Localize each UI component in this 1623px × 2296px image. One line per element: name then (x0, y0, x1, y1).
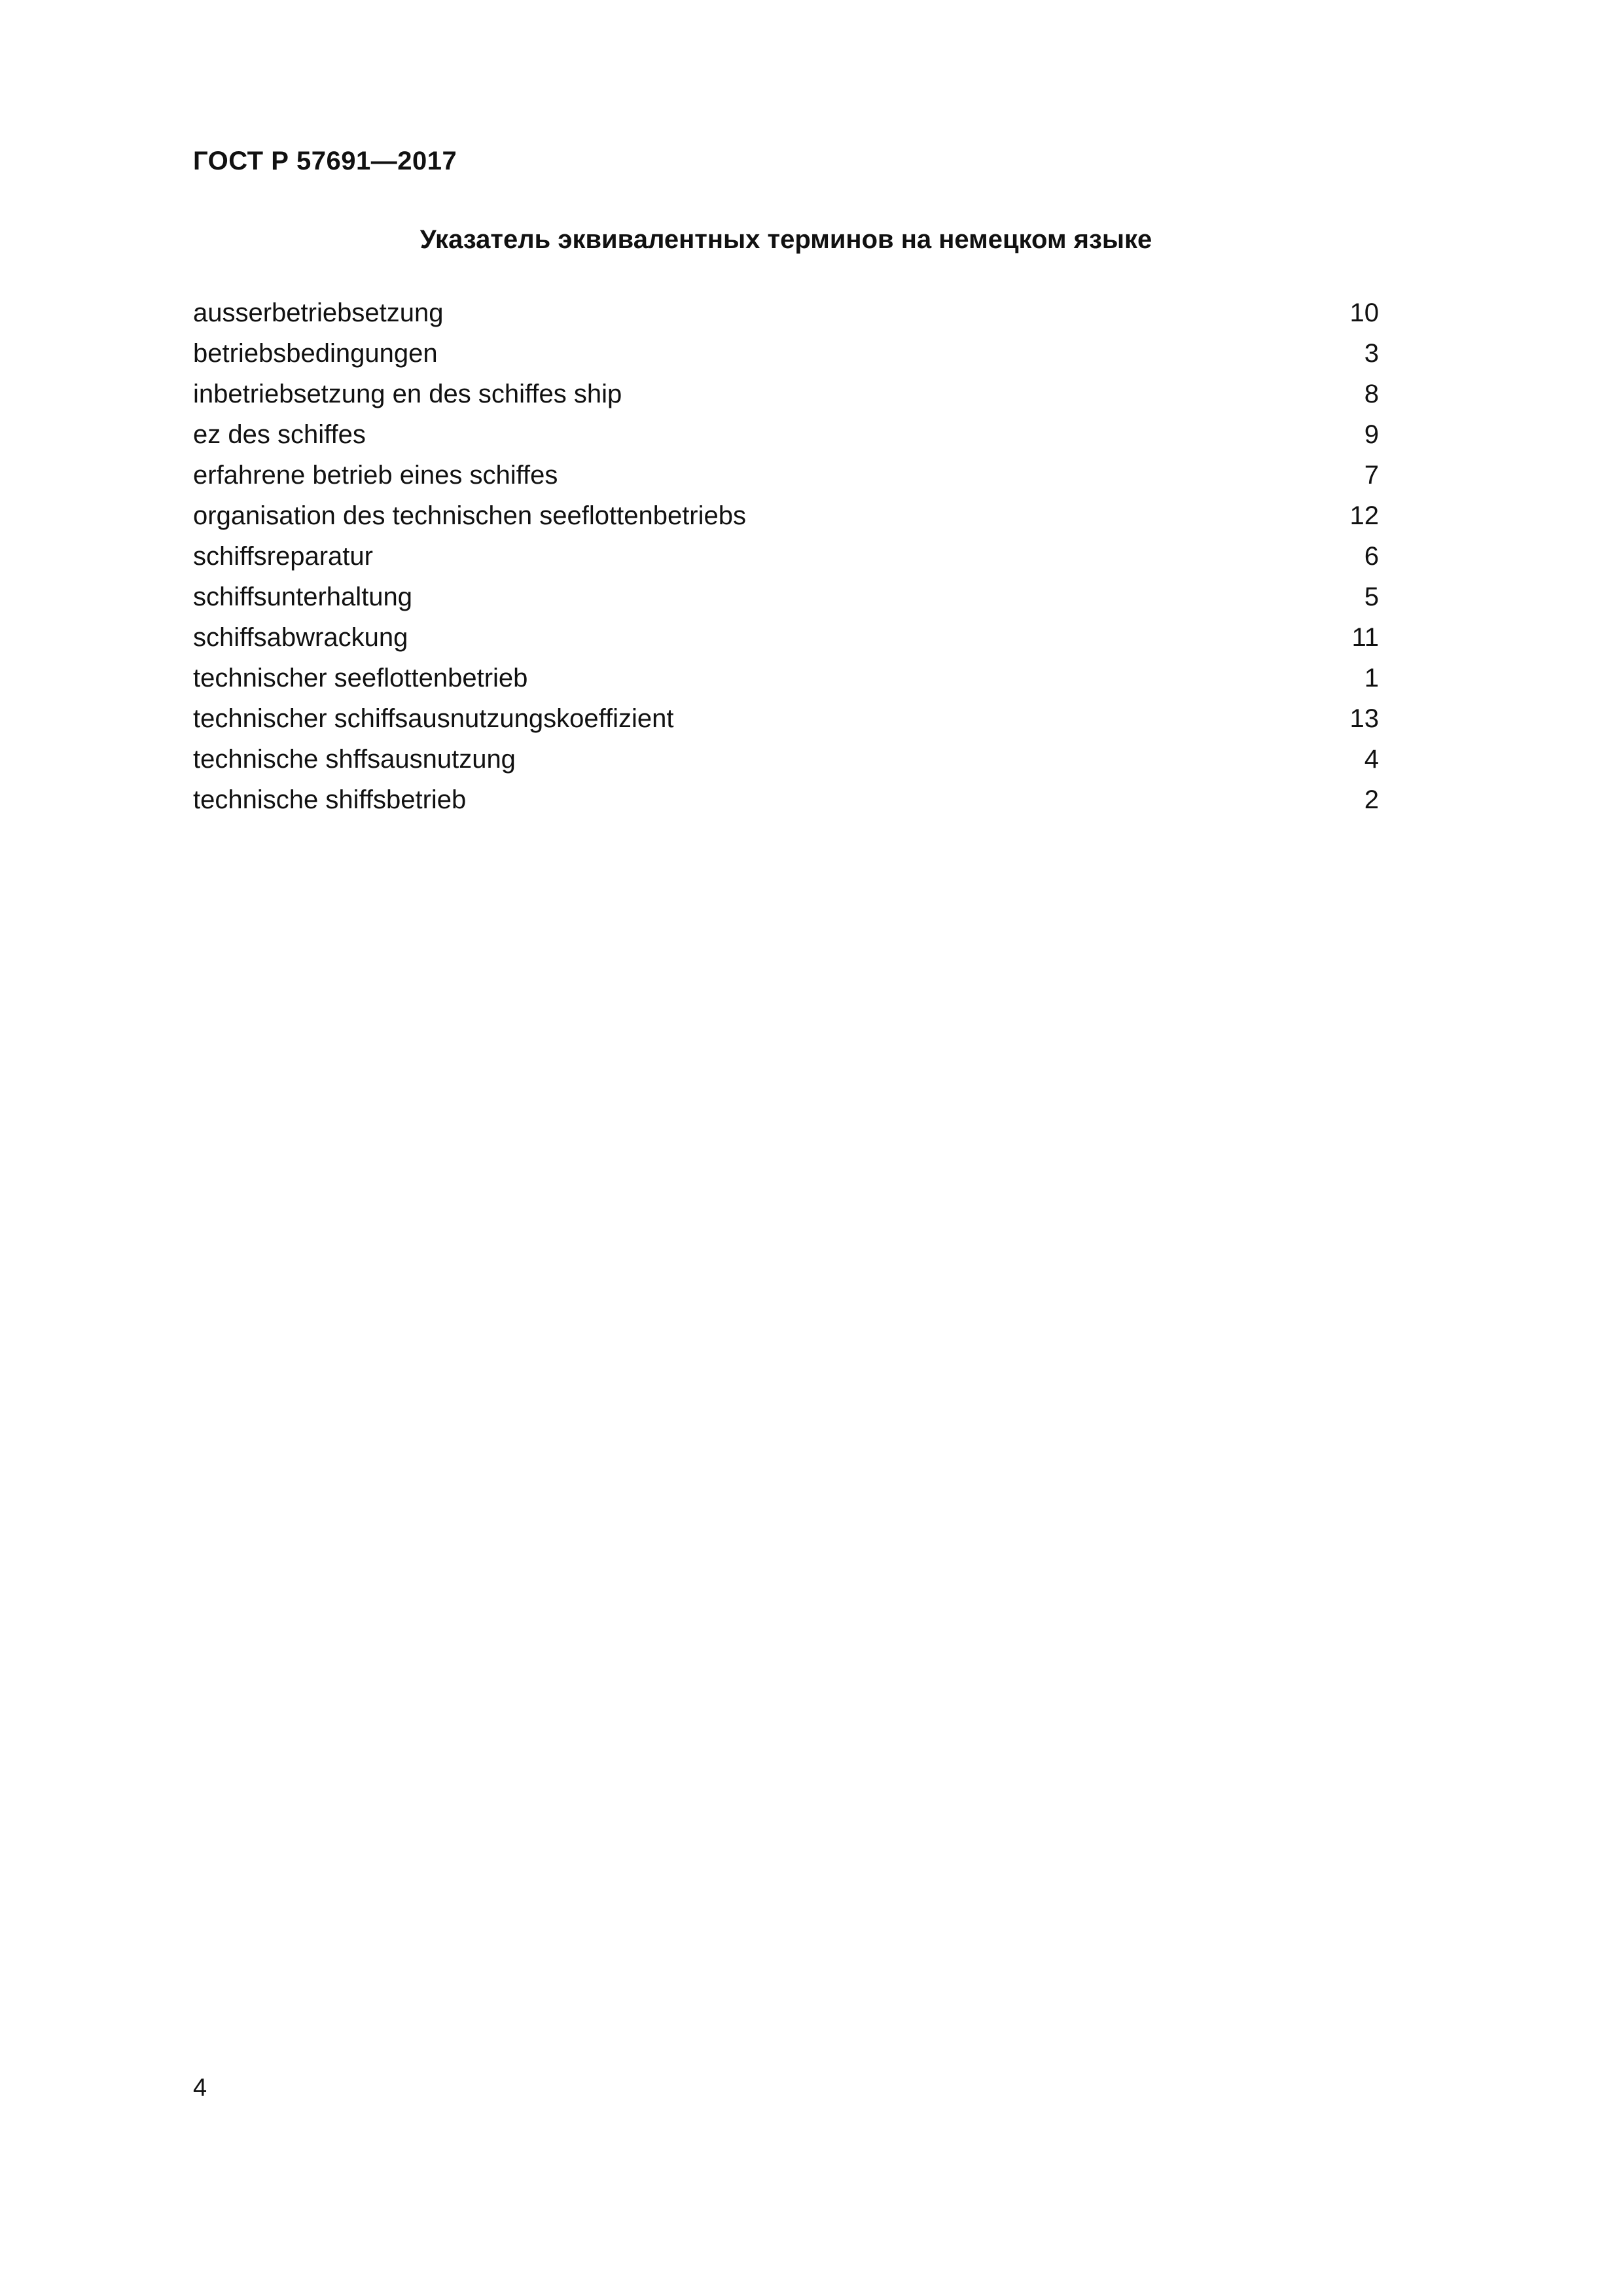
term-number: 1 (1364, 664, 1379, 692)
term-number: 10 (1349, 298, 1379, 327)
term-number: 13 (1349, 704, 1379, 733)
term-row (193, 541, 1379, 581)
term-row (193, 297, 1379, 338)
term-text: erfahrene betrieb eines schiffes (193, 461, 558, 490)
term-number: 6 (1364, 542, 1379, 571)
term-row (193, 459, 1379, 500)
term-text: schiffsabwrackung (193, 623, 408, 652)
term-number: 7 (1364, 461, 1379, 490)
term-number: 11 (1351, 623, 1379, 652)
term-row (193, 744, 1379, 784)
term-text: technische shffsausnutzung (193, 745, 516, 774)
term-row (193, 662, 1379, 703)
term-text: betriebsbedingungen (193, 339, 438, 368)
term-number: 8 (1364, 380, 1379, 408)
term-row (193, 703, 1379, 744)
term-text: technischer schiffsausnutzungskoeffizient (193, 704, 674, 733)
term-row (193, 378, 1379, 419)
page-number: 4 (193, 2074, 207, 2102)
term-number: 3 (1364, 339, 1379, 368)
term-text: schiffsunterhaltung (193, 583, 413, 611)
term-row (193, 500, 1379, 541)
term-row (193, 419, 1379, 459)
term-text: ez des schiffes (193, 420, 366, 449)
term-row (193, 622, 1379, 662)
term-row (193, 338, 1379, 378)
index-title: Указатель эквивалентных терминов на немецком языке (419, 225, 1152, 254)
term-row (193, 581, 1379, 622)
term-text: technischer seeflottenbetrieb (193, 664, 528, 692)
document-code: ГОСТ Р 57691—2017 (193, 147, 457, 175)
term-text: technische shiffsbetrieb (193, 785, 467, 814)
term-text: inbetriebsetzung en des schiffes ship (193, 380, 622, 408)
term-number: 4 (1364, 745, 1379, 774)
term-number: 2 (1364, 785, 1379, 814)
term-number: 9 (1364, 420, 1379, 449)
term-text: ausserbetriebsetzung (193, 298, 444, 327)
term-text: schiffsreparatur (193, 542, 373, 571)
term-index-list (193, 297, 1379, 825)
term-number: 12 (1349, 501, 1379, 530)
term-text: organisation des technischen seeflottenbetriebs (193, 501, 746, 530)
term-row (193, 784, 1379, 825)
term-number: 5 (1364, 583, 1379, 611)
